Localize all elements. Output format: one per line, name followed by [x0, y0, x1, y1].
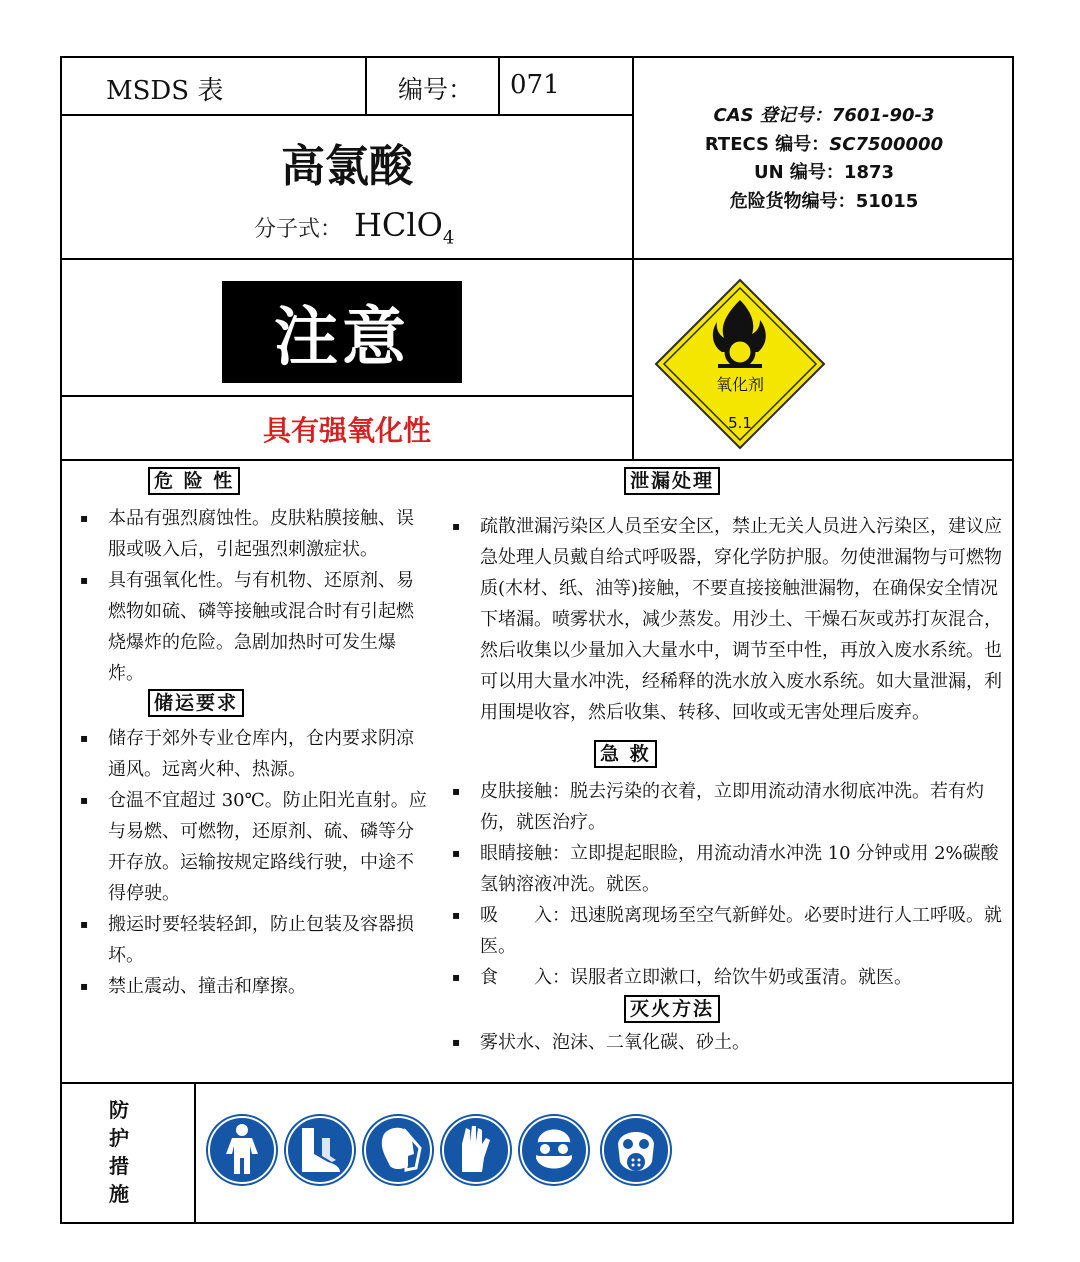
storage-list	[60, 723, 430, 1002]
divider	[194, 1082, 196, 1224]
un-line	[634, 159, 1014, 188]
divider	[498, 56, 500, 115]
protection-label	[100, 1096, 138, 1208]
gloves-icon	[440, 1114, 512, 1186]
first-aid-list	[432, 776, 1004, 993]
left-column	[60, 467, 440, 1002]
dg-value: 51015	[855, 190, 919, 212]
cas-line	[634, 102, 1014, 131]
list-item: ▪ 食 入：误服者立即漱口，给饮牛奶或蛋清。就医。	[432, 962, 1004, 993]
list-item: ▪ 具有强氧化性。与有机物、还原剂、易燃物如硫、磷等接触或混合时有引起燃烧爆炸的危险。急剧加热时可发生爆炸。	[60, 565, 430, 689]
protection-label-char: 防	[109, 1098, 129, 1122]
formula-main: HClO	[354, 206, 443, 244]
list-item: ▪ 眼睛接触：立即提起眼睑，用流动清水冲洗 10 分钟或用 2%碳酸氢钠溶液冲洗。就医。	[432, 838, 1004, 900]
list-item: ▪ 雾状水、泡沫、二氧化碳、砂土。	[432, 1027, 1004, 1058]
chemical-name: 高氯酸	[281, 141, 413, 192]
formula-label: 分子式：	[254, 217, 343, 242]
rtecs-line	[634, 131, 1014, 160]
leak-list	[432, 511, 1004, 728]
dg-line	[634, 188, 1014, 217]
rtecs-label: RTECS 编号：	[704, 133, 830, 155]
list-item: ▪ 皮肤接触：脱去污染的衣着，立即用流动清水彻底冲洗。若有灼伤，就医治疗。	[432, 776, 1004, 838]
hazard-statement: 具有强氧化性	[262, 414, 431, 447]
danger-list	[60, 503, 430, 689]
face-shield-icon	[362, 1114, 434, 1186]
list-item: ▪ 禁止震动、撞击和摩擦。	[60, 971, 430, 1002]
formula-subscript: 4	[442, 227, 455, 249]
goggles-icon	[518, 1114, 590, 1186]
section-title-danger: 危 险 性	[148, 467, 240, 495]
oxidizer-label-text: 氧化剂	[715, 375, 764, 394]
formula	[354, 206, 454, 248]
list-item: ▪ 仓温不宜超过 30℃。防止阳光直射。应与易燃、可燃物，还原剂、硫、磷等分开存放。运输按规定路线行驶，中途不得停驶。	[60, 785, 430, 909]
list-item: ▪ 本品有强烈腐蚀性。皮肤粘膜接触、误服或吸入后，引起强烈刺激症状。	[60, 503, 430, 565]
hazard-class: 5.1	[728, 414, 752, 432]
divider	[365, 56, 367, 115]
un-label: UN 编号：	[753, 162, 844, 183]
protective-suit-icon	[206, 1114, 278, 1186]
rtecs-value: SC7500000	[829, 133, 944, 155]
list-item: ▪ 储存于郊外专业仓库内，仓内要求阴凉通风。远离火种、热源。	[60, 723, 430, 785]
oxidizer-hazard-label	[652, 276, 828, 452]
identifier-block	[634, 102, 1014, 216]
dg-label: 危险货物编号：	[729, 190, 856, 212]
list-item: ▪ 吸 入：迅速脱离现场至空气新鲜处。必要时进行人工呼吸。就医。	[432, 900, 1004, 962]
protection-label-char: 措	[109, 1154, 129, 1178]
divider	[60, 459, 1014, 461]
list-item: ▪ 疏散泄漏污染区人员至安全区，禁止无关人员进入污染区，建议应急处理人员戴自给式呼吸器，穿化学防护服。勿使泄漏物与可燃物质(木材、纸、油等)接触，不要直接接触泄漏物，在确保安全情况下堵漏。喷雾状水，减少蒸发。用沙土、干燥石灰或苏打灰混合，然后收集以少量加入大量水中，调节至中性，再放入废水系统。也可以用大量水冲洗，经稀释的洗水放入废水系统。如大量泄漏，利用围堤收容，然后收集、转移、回收或无害处理后废弃。	[432, 511, 1004, 728]
signal-word-box: 注意	[222, 281, 462, 383]
protection-label-char: 施	[109, 1182, 129, 1206]
divider	[60, 114, 634, 116]
number-value: 071	[510, 70, 560, 100]
fire-list	[432, 1027, 1004, 1058]
un-value: 1873	[843, 162, 895, 183]
divider	[60, 258, 1014, 260]
divider	[60, 395, 634, 397]
cas-value: 7601-90-3	[831, 105, 935, 126]
section-title-leak: 泄漏处理	[624, 467, 720, 495]
list-item: ▪ 搬运时要轻装轻卸，防止包装及容器损坏。	[60, 909, 430, 971]
divider	[60, 1082, 1014, 1084]
section-title-storage: 储运要求	[148, 689, 244, 717]
number-label: 编号：	[398, 75, 474, 104]
respirator-icon	[600, 1114, 672, 1186]
right-column	[432, 467, 1012, 1058]
section-title-fire: 灭火方法	[624, 995, 720, 1023]
safety-boots-icon	[284, 1114, 356, 1186]
msds-label: MSDS 表	[106, 76, 224, 106]
protection-label-char: 护	[109, 1126, 129, 1150]
section-title-first-aid: 急 救	[594, 740, 657, 768]
cas-label: CAS 登记号：	[713, 105, 832, 126]
